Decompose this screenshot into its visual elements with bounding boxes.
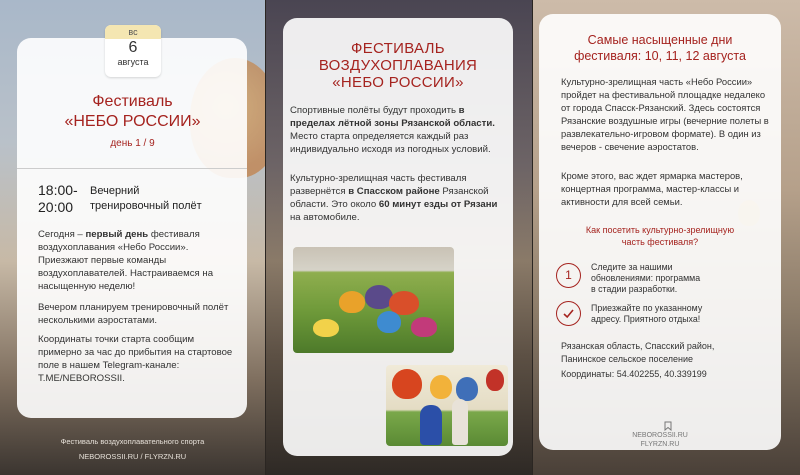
- coordinates: [561, 368, 761, 381]
- family-photo: [386, 365, 508, 446]
- event-time-start: 18:00-: [38, 182, 78, 198]
- distance-highlight: 60 минут езды от Рязани: [378, 199, 498, 210]
- weekday: вс: [105, 25, 161, 39]
- festival-title-line2: ВОЗДУХОПЛАВАНИЯ: [318, 57, 478, 74]
- footer-title: Фестиваль воздухоплавательного спорта: [60, 437, 205, 446]
- step-2-text: Приезжайте по указанному адресу. Приятного отдыха!: [591, 303, 703, 324]
- divider: [17, 168, 247, 169]
- section-title: [539, 32, 781, 64]
- adult-figure: [452, 399, 468, 445]
- balloon-icon: [486, 369, 504, 391]
- program-paragraph: Культурно-зрелищная часть «Небо России» пройдет на фестивальной площадке недалеко от города Спасск-Рязанский. Здесь состоятся Рязанские воздушные игры (вечерние полеты в развлекательно-игровом формате). В один из вечеров - свечение аэростатов.: [561, 76, 769, 152]
- balloons-field-photo: [293, 247, 454, 353]
- evening-paragraph: Вечером планируем тренировочный полёт несколькими аэростатами.: [38, 302, 229, 326]
- location-text-rest: на автомобиле.: [290, 212, 360, 223]
- story-panel-day-1: [0, 0, 265, 475]
- balloon-icon: [411, 317, 437, 337]
- location-highlight: в Спасском районе: [348, 186, 440, 197]
- flights-text: Спортивные полёты будут проходить: [290, 105, 459, 116]
- festival-title: [0, 92, 265, 132]
- footer-links[interactable]: NEBOROSSII.RU / FLYRZN.RU: [78, 452, 187, 461]
- visit-question-line1: Как посетить культурно-зрелищную: [585, 225, 735, 235]
- day-counter: день 1 / 9: [110, 138, 155, 149]
- footer-link-flyrzn[interactable]: FLYRZN.RU: [640, 441, 680, 448]
- coordinates-label: Координаты:: [561, 369, 615, 379]
- flights-text-rest: Место старта определяется каждый раз индивидуально исходя из погодных условий.: [290, 131, 491, 155]
- balloon-icon: [456, 377, 478, 401]
- location-text: Культурно-зрелищная часть фестиваля развернётся: [290, 173, 467, 197]
- balloon-icon: [377, 311, 401, 333]
- date-tab: [105, 25, 161, 77]
- location-paragraph: [290, 172, 498, 224]
- coordinates-value[interactable]: 54.402255, 40.339199: [616, 369, 707, 379]
- balloon-icon: [339, 291, 365, 313]
- balloon-icon: [313, 319, 339, 337]
- month: августа: [117, 57, 149, 67]
- story-panel-festival: [266, 0, 532, 475]
- balloon-icon: [430, 375, 452, 399]
- event-time: [38, 182, 78, 216]
- check-icon: [556, 301, 581, 326]
- visit-question: [539, 224, 781, 248]
- coordinates-paragraph: Координаты точки старта сообщим примерно за час до прибытия на стартовое поле в нашем Telegram-канале: T.ME/NEBOROSSII.: [38, 334, 233, 384]
- child-figure: [420, 405, 442, 445]
- story-panel-program: [533, 0, 800, 475]
- intro-highlight: первый день: [85, 229, 149, 240]
- intro-text: Сегодня –: [38, 229, 86, 240]
- step-number-icon: 1: [556, 263, 581, 288]
- festival-title-line1: ФЕСТИВАЛЬ: [351, 40, 445, 57]
- visit-question-line2: часть фестиваля?: [621, 237, 699, 247]
- event-time-end: 20:00: [38, 199, 74, 215]
- balloon-icon: [392, 369, 422, 399]
- step-1-text: Следите за нашими обновлениями: программа в стадии разработки.: [591, 262, 701, 294]
- flights-paragraph: [290, 104, 498, 156]
- footer-links[interactable]: [539, 431, 781, 449]
- location-text-mid: Рязанской области. Это около: [290, 186, 489, 210]
- festival-title-line2: «НЕБО РОССИИ»: [64, 113, 201, 130]
- flights-highlight: в пределах лётной зоны Рязанской области.: [290, 105, 495, 129]
- festival-title-line1: Фестиваль: [92, 93, 173, 110]
- footer-link-neborossii[interactable]: NEBOROSSII.RU: [632, 432, 688, 439]
- event-name-line1: Вечерний: [90, 185, 140, 197]
- activities-paragraph: Кроме этого, вас ждет ярмарка мастеров, концертная программа, мастер-классы и активности для всей семьи.: [561, 170, 743, 207]
- intro-text-rest: фестиваля воздухоплавания «Небо России». Приезжают первые команды воздухоплавателей. Настраиваемся на насыщенную неделю!: [38, 229, 214, 292]
- festival-title: [283, 40, 513, 91]
- section-title-line2: фестиваля: 10, 11, 12 августа: [574, 49, 746, 63]
- event-name-line2: тренировочный полёт: [90, 200, 202, 212]
- day-number: 6: [128, 39, 138, 56]
- section-title-line1: Самые насыщенные дни: [587, 33, 733, 47]
- event-name: [90, 184, 202, 214]
- festival-title-line3: «НЕБО РОССИИ»: [332, 74, 464, 91]
- intro-paragraph: [38, 228, 238, 293]
- address: Рязанская область, Спасский район, Панинское сельское поселение: [561, 341, 715, 364]
